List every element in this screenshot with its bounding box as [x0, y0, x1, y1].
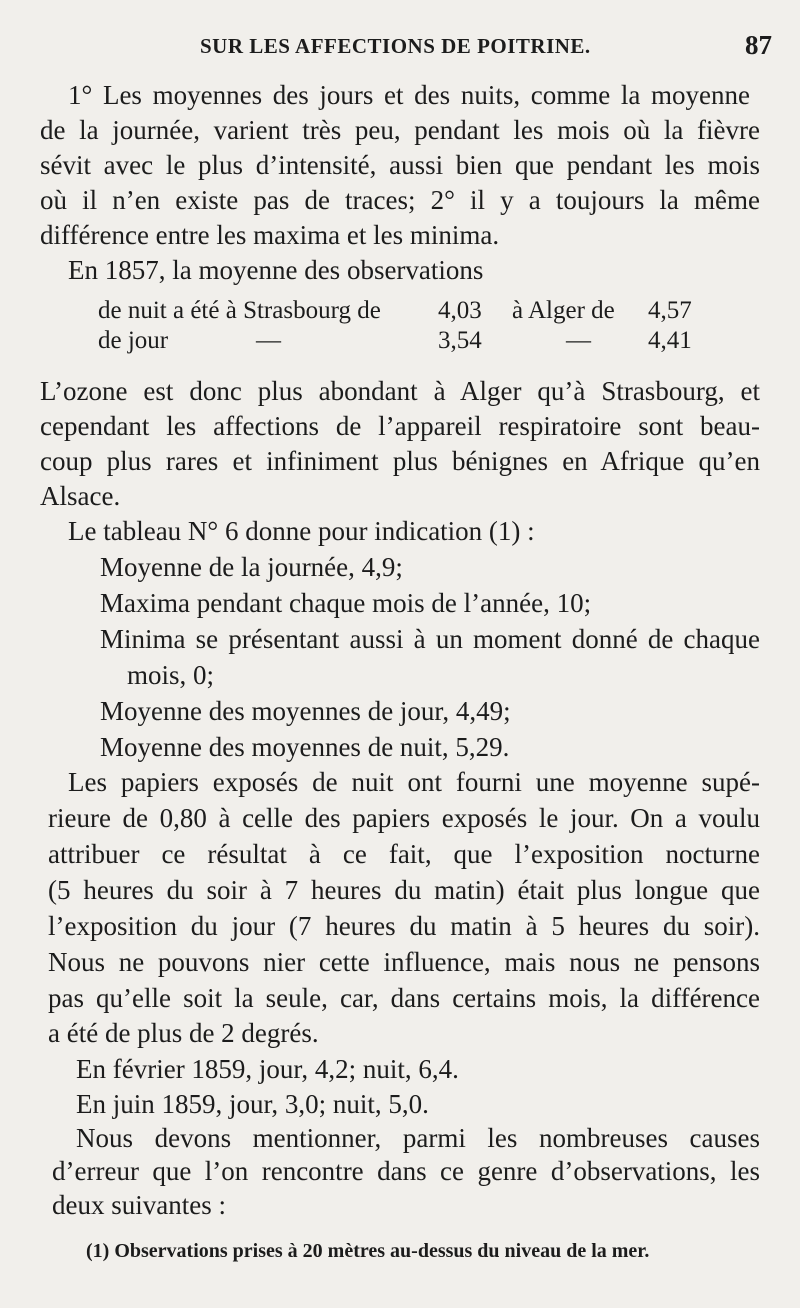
para5-line-8: a été de plus de 2 degrés.: [48, 1018, 319, 1048]
para4-line: Le tableau N° 6 donne pour indication (1) :: [68, 516, 535, 546]
para6-line-1: En février 1859, jour, 4,2; nuit, 6,4.: [76, 1054, 459, 1084]
page-header: [40, 30, 772, 70]
para6-line-2: En juin 1859, jour, 3,0; nuit, 5,0.: [76, 1089, 429, 1119]
footnote: (1) Observations prises à 20 mètres au-dessus du niveau de la mer.: [86, 1240, 650, 1262]
table-row-2-strasbourg: 3,54: [438, 327, 482, 354]
para7-line-3: deux suivantes :: [52, 1190, 226, 1220]
para5-line-4: (5 heures du soir à 7 heures du matin) était plus longue que: [48, 875, 760, 905]
table-row-2-label: de jour: [98, 327, 169, 354]
para1-line-2: de la journée, varient très peu, pendant les mois où la fièvre: [40, 115, 760, 145]
para1-line-4: où il n’en existe pas de traces; 2° il y a toujours la même: [40, 185, 760, 215]
para5-line-5: l’exposition du jour (7 heures du matin à 5 heures du soir).: [48, 911, 760, 941]
table-row-1-label: de nuit a été à Strasbourg de: [98, 297, 381, 324]
para3-line-2: cependant les affections de l’appareil respiratoire sont beau-: [40, 411, 760, 441]
running-title: SUR LES AFFECTIONS DE POITRINE.: [200, 34, 591, 58]
list-item-5: Moyenne des moyennes de nuit, 5,29.: [100, 732, 510, 762]
table-row-2-dash-1: —: [256, 327, 281, 354]
page-number: 87: [745, 30, 772, 60]
list-item-3: Minima se présentant aussi à un moment donné de chaque: [100, 624, 760, 654]
list-item-3-cont: mois, 0;: [127, 660, 215, 690]
para1-line-3: sévit avec le plus d’intensité, aussi bien que pendant les mois: [40, 150, 760, 180]
list-item-1: Moyenne de la journée, 4,9;: [100, 552, 403, 582]
para5-line-6: Nous ne pouvons nier cette influence, mais nous ne pensons: [48, 947, 760, 977]
para5-line-1: Les papiers exposés de nuit ont fourni une moyenne supé-: [68, 767, 760, 797]
list-item-2: Maxima pendant chaque mois de l’année, 10;: [100, 588, 592, 618]
list-item-4: Moyenne des moyennes de jour, 4,49;: [100, 696, 511, 726]
para3-line-4: Alsace.: [40, 481, 121, 511]
table-row-2-dash-2: —: [566, 327, 591, 354]
para7-line-1: Nous devons mentionner, parmi les nombreuses causes: [76, 1123, 760, 1153]
table-row-2-alger: 4,41: [648, 327, 692, 354]
para5-line-7: pas qu’elle soit la seule, car, dans certains mois, la différence: [48, 983, 760, 1013]
para3-line-1: L’ozone est donc plus abondant à Alger qu’à Strasbourg, et: [40, 376, 760, 406]
table-row-1-strasbourg: 4,03: [438, 297, 482, 324]
para1-line-5: différence entre les maxima et les minima.: [40, 220, 500, 250]
para7-line-2: d’erreur que l’on rencontre dans ce genre d’observations, les: [52, 1156, 760, 1186]
table-row-1-alger: 4,57: [648, 297, 692, 324]
para5-line-2: rieure de 0,80 à celle des papiers exposés le jour. On a voulu: [48, 803, 760, 833]
table-row-1-label2: à Alger de: [512, 297, 615, 324]
para3-line-3: coup plus rares et infiniment plus bénignes en Afrique qu’en: [40, 446, 760, 476]
para1-line-1: 1° Les moyennes des jours et des nuits, comme la moyenne: [68, 80, 750, 110]
para2-line: En 1857, la moyenne des observations: [68, 255, 484, 285]
para5-line-3: attribuer ce résultat à ce fait, que l’exposition nocturne: [48, 839, 760, 869]
